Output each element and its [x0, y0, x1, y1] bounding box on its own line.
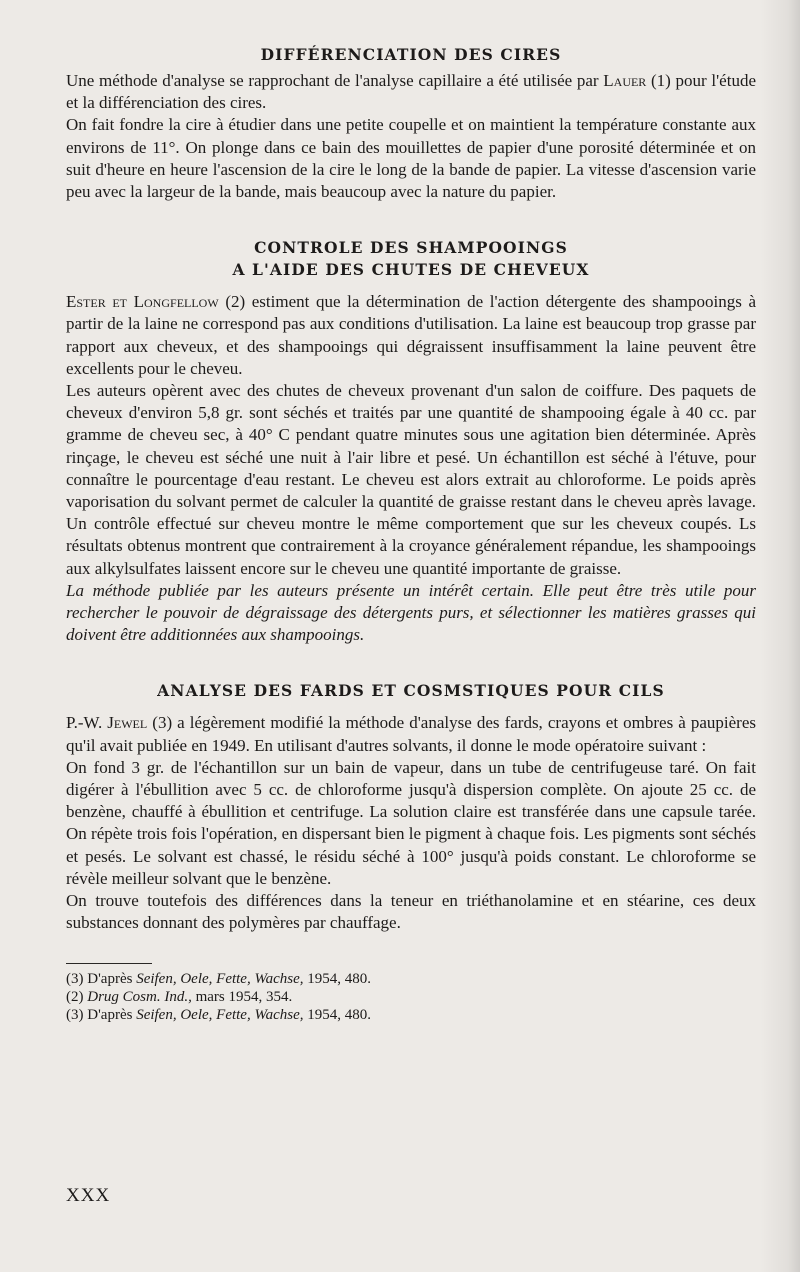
heading-line: A L'AIDE DES CHUTES DE CHEVEUX	[232, 260, 590, 280]
author-name: Ester et Longfellow	[66, 292, 219, 312]
section-heading-cires: DIFFÉRENCIATION DES CIRES	[260, 45, 562, 64]
footnote-number: (2)	[66, 988, 84, 1005]
paragraph	[66, 291, 756, 380]
paragraph: On trouve toutefois des différences dans la teneur en triéthanolamine et en stéarine, ces deux substances donnant des polymères par chauffage.	[66, 891, 756, 933]
paragraph	[66, 712, 756, 756]
author-name: P.-W. Jewel	[66, 713, 148, 733]
footnote-source: Seifen, Oele, Fette, Wachse,	[136, 1006, 304, 1023]
footnote-number: (3)	[66, 1006, 84, 1023]
text-run: D'après	[83, 970, 137, 987]
text-run: D'après	[83, 1006, 137, 1023]
page-fold-shadow	[760, 0, 800, 1272]
author-name: Lauer	[603, 71, 647, 90]
footnote	[66, 970, 756, 988]
text-run: 1954, 480.	[303, 970, 371, 987]
footnote-number: (3)	[66, 970, 84, 987]
paragraph: On fond 3 gr. de l'échantillon sur un bain de vapeur, dans un tube de centrifugeuse taré. On fait digérer à l'ébullition avec 5 cc. de chloroforme jusqu'à dispersion complète. On ajoute 25 cc. de benzène, chauffé à ébullition et centrifuge. La solution claire est transférée dans une capsule tarée. On répète trois fois l'opération, en dispersant bien le pigment à chaque fois. Les pigments sont séchés et pesés. Le solvant est chassé, le résidu séché à 100° jusqu'à poids constant. Le chloroforme se révèle meilleur solvant que le benzène.	[66, 757, 756, 888]
section-heading-shampooings	[66, 237, 756, 281]
text-run: (1) pour l'étude et la différenciation des cires.	[66, 71, 756, 113]
footnote-source: Drug Cosm. Ind.,	[87, 988, 192, 1005]
text-run: 1954, 480.	[303, 1006, 371, 1023]
paragraph: On fait fondre la cire à étudier dans une petite coupelle et on maintient la température constante aux environs de 11°. On plonge dans ce bain des mouillettes de papier d'une porosité déterminée et on suit d'heure en heure l'ascension de la cire le long de la bande de papier. La vitesse d'ascension varie peu avec la largeur de la bande, mais beaucoup avec la nature du papier.	[66, 115, 756, 202]
paragraph	[66, 70, 756, 114]
text-run: (2) estiment que la détermination de l'action détergente des shampooings à partir de la laine ne correspond pas aux conditions d'utilisation. La laine est beaucoup trop grasse par rapport aux cheveux, et des shampooings qui dégraissent insuffisamment la laine peuvent être excellents pour le cheveu.	[66, 292, 757, 378]
text-column	[66, 44, 756, 1024]
heading-line: CONTROLE DES SHAMPOOINGS	[254, 238, 568, 258]
footnote-source: Seifen, Oele, Fette, Wachse,	[136, 970, 304, 987]
section-heading-fards: ANALYSE DES FARDS ET COSMSTIQUES POUR CILS	[157, 681, 665, 701]
text-run: Une méthode d'analyse se rapprochant de l'analyse capillaire a été utilisée par	[66, 71, 604, 90]
text-run: mars 1954, 354.	[191, 988, 293, 1005]
italic-commentary: La méthode publiée par les auteurs présente un intérêt certain. Elle peut être très utile pour rechercher le pouvoir de dégraissage des détergents purs, et sélectionner les matières grasses qui doivent être additionnées aux shampooings.	[66, 580, 756, 645]
paragraph: Les auteurs opèrent avec des chutes de cheveux provenant d'un salon de coiffure. Des paquets de cheveux d'environ 5,8 gr. sont séchés et traités par une quantité de shampooing égale à 40 cc. par gramme de cheveu sec, à 40° C pendant quatre minutes sous une agitation bien déterminée. Après rinçage, le cheveu est séché une nuit à l'air libre et pesé. Un échantillon est séché à l'étuve, pour connaître le pourcentage d'eau restant. Le cheveu est alors extrait au chloroforme. Le poids après vaporisation du solvant permet de calculer la quantité de graisse restant dans le cheveu après lavage. Un contrôle effectué sur cheveu montre le même comportement que sur les cheveux coupés. Ls résultats obtenus montrent que contrairement à la croyance généralement répandue, les shampooings aux alkylsulfates laissent encore sur le cheveu une quantité importante de graisse.	[66, 381, 756, 578]
footnote	[66, 1006, 756, 1024]
page-number: XXX	[66, 1185, 111, 1206]
text-run: (3) a légèrement modifié la méthode d'analyse des fards, crayons et ombres à paupières qu'il avait publiée en 1949. En utilisant d'autres solvants, il donne le mode opératoire suivant :	[66, 713, 756, 755]
footnote	[66, 988, 756, 1006]
footnote-rule	[66, 963, 152, 964]
